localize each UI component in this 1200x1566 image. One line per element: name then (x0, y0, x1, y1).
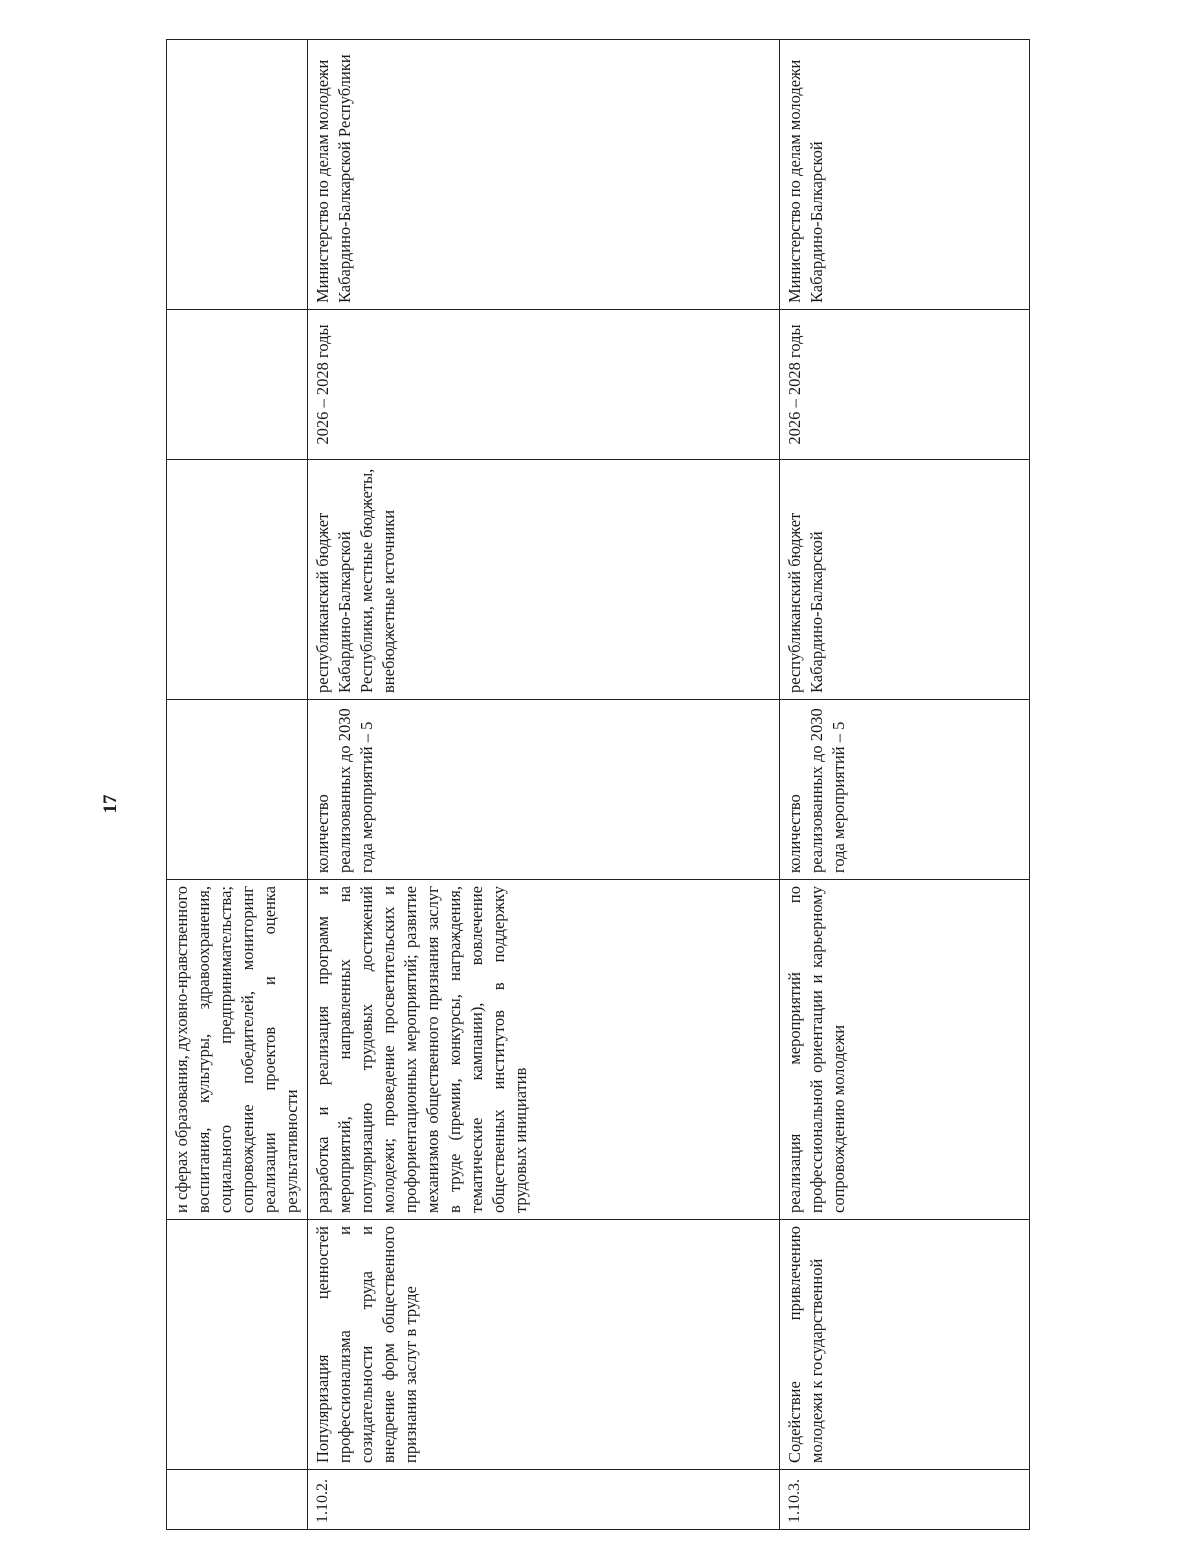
row-measures: реализация мероприятий по профессиональной ориентации и карьерному сопровождению молодежи (780, 880, 1030, 1220)
measures-table (166, 39, 1030, 1530)
row-number: 1.10.3. (780, 1470, 1030, 1530)
table-row (308, 40, 780, 1530)
row-period: 2026 – 2028 годы (308, 310, 780, 460)
row-source: республиканский бюджет Кабардино-Балкарской Республики, местные бюджеты, внебюджетные источники (308, 460, 780, 700)
row-executor: Министерство по делам молодежи Кабардино-Балкарской (780, 40, 1030, 310)
row-indicator: количество реализованных до 2030 года мероприятий – 5 (780, 700, 1030, 880)
row-executor (167, 40, 308, 310)
table-container (166, 40, 1020, 1530)
row-executor: Министерство по делам молодежи Кабардино-Балкарской Республики (308, 40, 780, 310)
row-measures: и сферах образования, духовно-нравственного воспитания, культуры, здравоохранения, социального предпринимательства; сопровождение победителей, мониторинг реализации проектов и оценка результативности (167, 880, 308, 1220)
row-name: Популяризация ценностей профессионализма и созидательности труда и внедрение форм общественного признания заслуг в труде (308, 1220, 780, 1470)
row-number: 1.10.2. (308, 1470, 780, 1530)
row-indicator: количество реализованных до 2030 года мероприятий – 5 (308, 700, 780, 880)
table-row (780, 40, 1030, 1530)
row-indicator (167, 700, 308, 880)
row-source: республиканский бюджет Кабардино-Балкарской (780, 460, 1030, 700)
row-measures: разработка и реализация программ и мероприятий, направленных на популяризацию трудовых достижений молодежи; проведение просветительских и профориентационных мероприятий; развитие механизмов общественного признания заслуг в труде (премии, конкурсы, награждения, тематические кампании), вовлечение общественных институтов в поддержку трудовых инициатив (308, 880, 780, 1220)
row-period (167, 310, 308, 460)
row-number (167, 1470, 308, 1530)
table-row (167, 40, 308, 1530)
row-name (167, 1220, 308, 1470)
rotated-table-frame (166, 40, 1020, 1530)
row-source (167, 460, 308, 700)
row-name: Содействие привлечению молодежи к государственной (780, 1220, 1030, 1470)
page-number: 17 (100, 794, 121, 814)
row-period: 2026 – 2028 годы (780, 310, 1030, 460)
